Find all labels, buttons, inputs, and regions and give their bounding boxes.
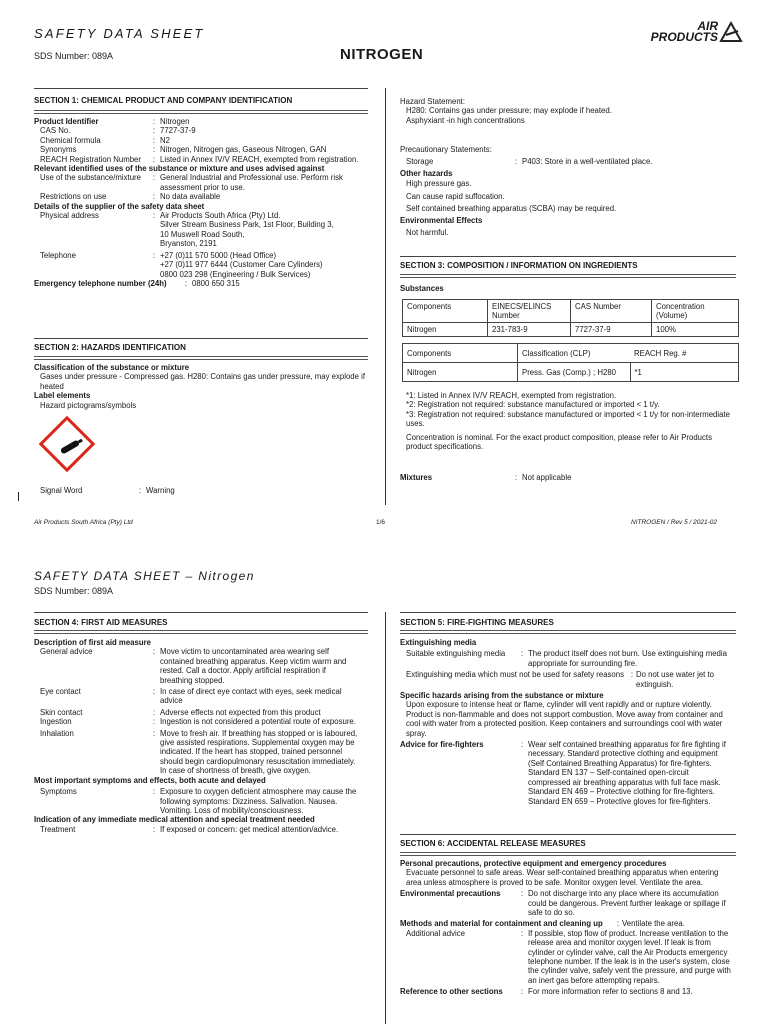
substances-label: Substances — [400, 284, 444, 293]
divider — [400, 834, 736, 835]
divider — [34, 612, 368, 613]
divider — [400, 274, 736, 278]
section1-heading: SECTION 1: CHEMICAL PRODUCT AND COMPANY IDENTIFICATION — [34, 96, 293, 105]
air-products-logo: AIR PRODUCTS — [650, 19, 718, 44]
footnotes: *1: Listed in Annex IV/V REACH, exempted from registration. *2: Registration not required: substance manufactured or imported < 1 t/y. *3: Registration not required: substance manufactured or imported < 1 t/y for non-intermediate uses. Concentration is nominal. For the exact product composition, please refer to Air Products product specifications. — [406, 391, 730, 452]
sds-number: SDS Number: 089A — [34, 51, 114, 61]
divider — [34, 356, 368, 360]
section5-body: Extinguishing media Suitable extinguishing media : The product itself does not burn. Use extinguishing media appropriate for surrounding fire. Extinguishing media which must not be used for safety reasons : Do not use water jet to extinguish. Specific hazards arising from the substance or mixture Upon exposure to intense heat or flame, cylinder will vent rapidly and or rupture violently. Product is non-flammable and does not support combustion. Move away from container and cool with water from a protected position. Keep containers and surroundings cool with water spray. Advice for fire-fighters : Wear self contained breathing apparatus for fire fighting if necessary. Standard protective clothing and equipment (Self Contained Breathing Apparatus) for fire-fighters. Standard EN 137 – Self-contained open-circuit compressed air breathing apparatus with full face mask. Standard EN 469 – Protective clothing for fire-fighters. Standard EN 659 – Protective gloves for fire-fighters. — [400, 638, 727, 806]
product-identifier-label: Product Identifier — [34, 117, 99, 126]
column-divider — [385, 88, 386, 505]
footer-revision: NITROGEN / Rev 5 / 2021-02 — [631, 519, 717, 526]
table-header-row: Components EINECS/ELINCS Number CAS Number Concentration (Volume) — [403, 300, 739, 323]
divider — [34, 110, 368, 114]
divider — [400, 630, 736, 634]
section2-body: Classification of the substance or mixture Gases under pressure - Compressed gas. H280: Contains gas under pressure, may explode if heated Label elements Hazard pictograms/symbols — [34, 363, 366, 410]
section5-heading: SECTION 5: FIRE-FIGHTING MEASURES — [400, 618, 554, 627]
emergency-number: 0800 650 315 — [192, 278, 240, 288]
signal-word-value: Warning — [146, 486, 175, 495]
divider — [400, 852, 736, 856]
composition-table — [402, 299, 739, 337]
product-identifier-value: Nitrogen — [160, 117, 190, 126]
logo-mark-icon — [718, 21, 744, 43]
table-row: Nitrogen 231-783-9 7727-37-9 100% — [403, 323, 739, 337]
divider — [400, 256, 736, 257]
physical-address: Air Products South Africa (Pty) Ltd. Silver Stream Business Park, 1st Floor, Building 3, 10 Muswell Road South, Bryanston, 2191 — [160, 211, 334, 249]
document-title: SAFETY DATA SHEET — [34, 26, 205, 41]
telephone-list: +27 (0)11 570 5000 (Head Office) +27 (0)11 977 6444 (Customer Care Cylinders) 0800 023 298 (Engineering / Bulk Services) — [160, 250, 323, 279]
section4-body: Description of first aid measure General advice : Move victim to uncontaminated area wearing self contained breathing apparatus. Keep victim warm and rested. Call a doctor. Apply artificial respiration if breathing stopped. Eye contact : In case of direct eye contact with eyes, seek medical advice Skin contact : Adverse effects not expected from this product Ingestion : Ingestion is not considered a potential route of exposure. Inhalation : Move to fresh air. If breathing has stopped or is laboured, give assisted respirations. Supplemental oxygen may be indicated. If the heart has stopped, trained personnel should begin cardiopulmonary resuscitation immediately. In case of shortness of breath, give oxygen. Most important symptoms and effects, both acute and delayed Symptoms : Exposure to oxygen deficient atmosphere may cause the following symptoms: Dizziness. Salivation. Nausea. Vomiting. Loss of mobility/consciousness. Indication of any immediate medical attention and special treatment needed Treatment : If exposed or concern: get medical attention/advice. — [34, 638, 358, 834]
mixtures-row: Mixtures : Not applicable — [400, 473, 572, 482]
section2-heading: SECTION 2: HAZARDS IDENTIFICATION — [34, 343, 186, 352]
section4-heading: SECTION 4: FIRST AID MEASURES — [34, 618, 168, 627]
section6-heading: SECTION 6: ACCIDENTAL RELEASE MEASURES — [400, 839, 586, 848]
supplier-heading: Details of the supplier of the safety data sheet — [34, 201, 205, 211]
signal-word-row: Signal Word : Warning — [34, 486, 368, 495]
product-name: NITROGEN — [340, 46, 424, 63]
divider — [34, 630, 368, 634]
classification-table — [402, 343, 739, 382]
divider — [400, 612, 736, 613]
uses-heading: Relevant identified uses of the substance or mixture and uses advised against — [34, 164, 325, 174]
column-divider — [385, 612, 386, 1024]
hazard-statements: Hazard Statement: H280: Contains gas under pressure; may explode if heated. Asphyxiant -in high concentrations — [400, 97, 612, 125]
section3-heading: SECTION 3: COMPOSITION / INFORMATION ON INGREDIENTS — [400, 261, 638, 270]
gas-cylinder-icon — [50, 427, 90, 467]
text-cursor — [18, 492, 19, 501]
footer-company: Air Products South Africa (Pty) Ltd — [34, 519, 133, 526]
precautionary-statements: Precautionary Statements: Storage : P403: Store in a well-ventilated place. Other hazards High pressure gas. Can cause rapid suffocation. Self contained breathing apparatus (SCBA) may be required. Environmental Effects Not harmful. — [400, 145, 653, 238]
table-row: Nitrogen Press. Gas (Comp.) ; H280 *1 — [403, 363, 739, 382]
page-number: 1/6 — [376, 519, 386, 526]
section1-body: Product Identifier : Nitrogen CAS No. : 7727-37-9 Chemical formula : N2 Synonyms : Nitrogen, Nitrogen gas, Gaseous Nitrogen, GAN REACH Registration Number : Listed in Annex IV/V REACH, exempted from registration. Relevant identified uses of the substance or mixture and uses advised against Use of the substance/mixture : General Industrial and Professional use. Perform risk assessment prior to use. Restrictions on use : No data available Details of the supplier of the safety data sheet Physical address : Air Products South Africa (Pty) Ltd. Silver Stream Business Park, 1st Floor, Building 3, 10 Muswell Road South, Bryanston, 2191 Telephone : +27 (0)11 570 5000 (Head Office) +27 (0)11 977 6444 (Customer Care Cylinders) 0800 023 298 (Engineering / Bulk Services) Emergency telephone number (24h) : 0800 650 315 — [34, 117, 368, 288]
divider — [34, 338, 368, 339]
page2-sds-number: SDS Number: 089A — [34, 586, 114, 596]
table-header-row: Components Classification (CLP) REACH Reg. # — [403, 344, 739, 363]
page2-title: SAFETY DATA SHEET – Nitrogen — [34, 569, 255, 583]
section6-body: Personal precautions, protective equipment and emergency procedures Evacuate personnel to safe areas. Wear self-contained breathing apparatus when entering area unless atmosphere is proved to be safe. Monitor oxygen level. Ventilate the area. Environmental precautions : Do not discharge into any place where its accumulation could be dangerous. Prevent further leakage or spillage if safe to do so. Methods and material for containment and cleaning up : Ventilate the area. Additional advice : If possible, stop flow of product. Increase ventilation to the release area and monitor oxygen level. If leak is from cylinder or cylinder valve, call the Air Products emergency telephone number. If the leak is in the user's system, close the cylinder valve, safely vent the pressure, and purge with an inert gas before attempting repairs. Reference to other sections : For more information refer to sections 8 and 13. — [400, 859, 731, 997]
emergency-label: Emergency telephone number (24h) — [34, 278, 167, 288]
divider — [34, 88, 368, 89]
